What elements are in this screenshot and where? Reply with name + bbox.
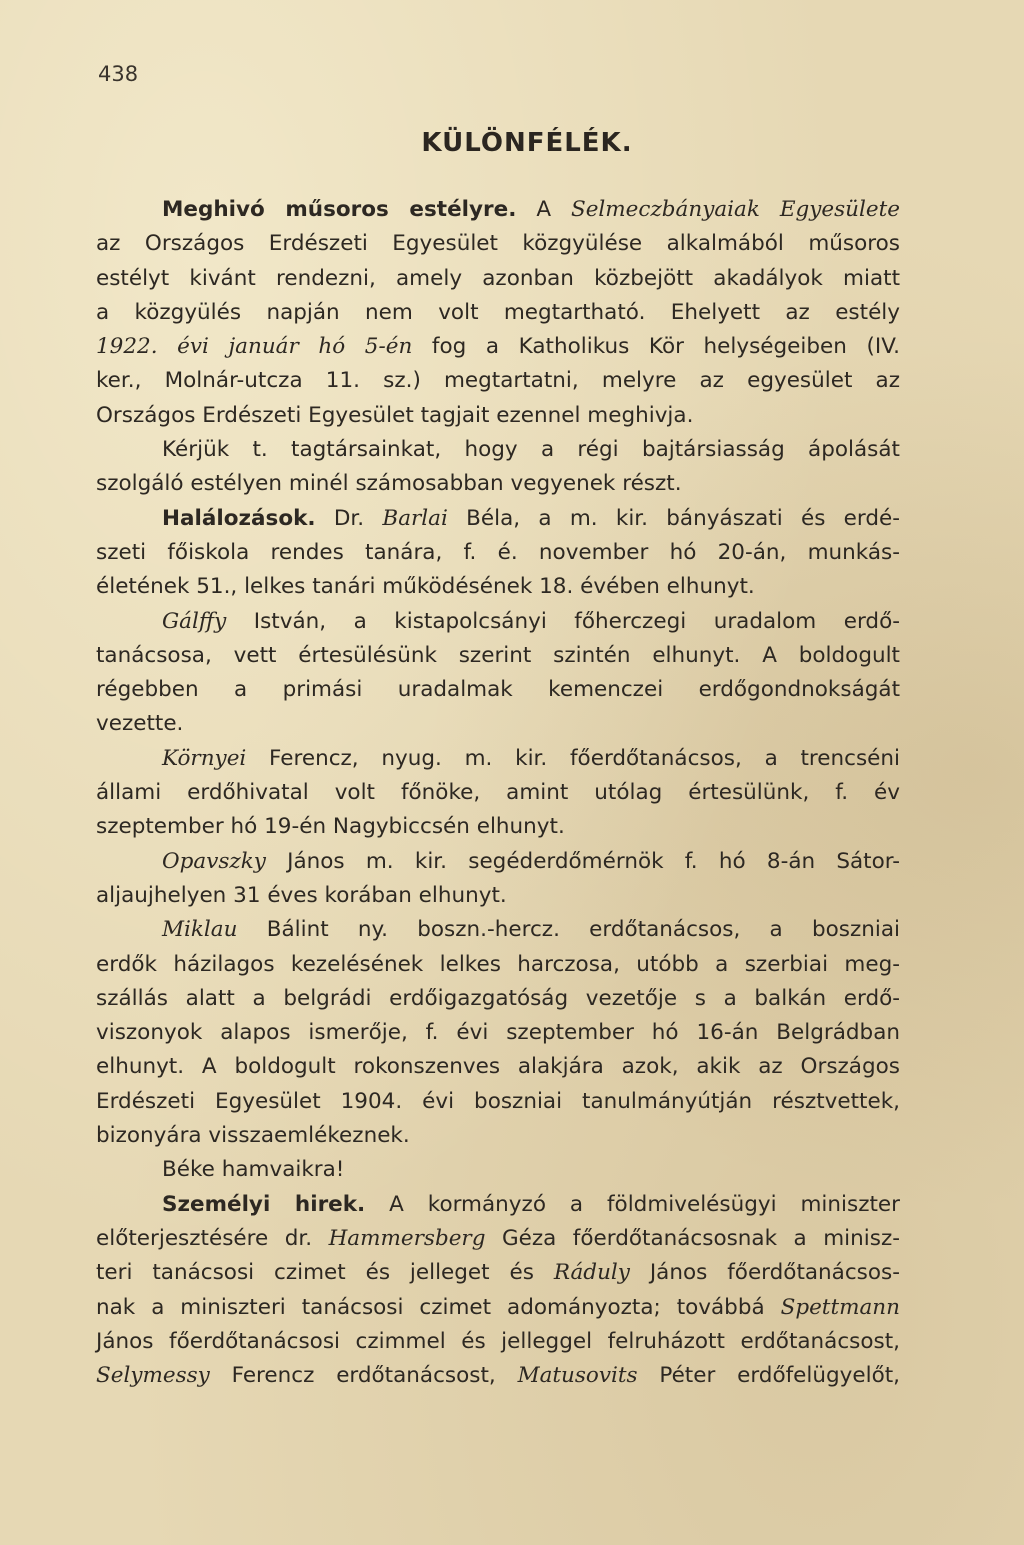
text-segment: Ferencz erdőtanácsost, xyxy=(209,1363,518,1389)
text-line xyxy=(96,639,900,673)
text-segment: Péter erdőfelügyelőt, xyxy=(637,1363,900,1389)
text-line xyxy=(96,296,900,330)
text-line xyxy=(96,399,900,433)
text-segment: A kormányzó a földmivelésügyi miniszter xyxy=(365,1191,900,1217)
text-segment: János főerdőtanácsos- xyxy=(629,1260,900,1286)
emphasized-text: Selymessy xyxy=(96,1363,210,1389)
text-segment: Géza főerdőtanácsosnak a minisz- xyxy=(485,1225,900,1251)
text-segment: István, a kistapolcsányi főherczegi uradalom erdő- xyxy=(226,608,900,634)
text-line xyxy=(96,330,900,364)
text-line xyxy=(96,1153,900,1187)
text-line xyxy=(96,742,900,776)
text-line xyxy=(96,879,900,913)
text-line xyxy=(96,262,900,296)
text-line xyxy=(96,913,900,947)
text-line xyxy=(96,605,900,639)
text-line xyxy=(96,1256,900,1290)
text-line xyxy=(96,433,900,467)
text-segment: bizonyára visszaemlékeznek. xyxy=(96,1123,410,1149)
text-line xyxy=(96,845,900,879)
text-segment: fog a Katholikus Kör helységeiben (IV. xyxy=(412,334,900,360)
emphasized-text: Selmeczbányaiak Egyesülete xyxy=(570,197,900,222)
text-segment: estélyt kivánt rendezni, amely azonban közbejött akadályok miatt xyxy=(96,265,900,291)
emphasized-text: 1922. évi január hó 5-én xyxy=(96,334,413,360)
text-segment: az Országos Erdészeti Egyesület közgyülése alkalmából műsoros xyxy=(96,231,900,257)
text-line xyxy=(96,1359,900,1393)
text-segment: Béke hamvaikra! xyxy=(162,1157,345,1183)
text-line xyxy=(96,536,900,570)
emphasized-text: Gálffy xyxy=(162,608,227,634)
text-segment: előterjesztésére dr. xyxy=(96,1225,329,1251)
text-segment: Béla, a m. kir. bányászati és erdé- xyxy=(447,505,900,531)
text-line xyxy=(96,1016,900,1050)
run-in-heading: Halálozások. xyxy=(162,505,316,531)
text-segment: aljaujhelyen 31 éves korában elhunyt. xyxy=(96,882,507,908)
emphasized-text: Opavszky xyxy=(162,848,266,874)
text-segment: teri tanácsosi czimet és jelleget és xyxy=(96,1260,554,1286)
section-title: KÜLÖNFÉLÉK. xyxy=(421,128,633,158)
text-segment: szeptember hó 19-én Nagybiccsén elhunyt. xyxy=(96,814,565,840)
emphasized-text: Ráduly xyxy=(553,1260,630,1286)
text-line xyxy=(96,1222,900,1256)
text-segment: állami erdőhivatal volt főnöke, amint utólag értesülünk, f. év xyxy=(96,780,900,806)
text-segment: régebben a primási uradalmak kemenczei erdőgondnokságát xyxy=(96,677,900,703)
text-segment: János főerdőtanácsosi czimmel és jelleggel felruházott erdőtanácsost, xyxy=(96,1328,900,1354)
text-line xyxy=(96,1325,900,1359)
text-line xyxy=(96,467,900,501)
text-line xyxy=(96,1085,900,1119)
text-column xyxy=(96,193,900,1393)
emphasized-text: Spettmann xyxy=(780,1294,900,1320)
text-line xyxy=(96,364,900,398)
text-line xyxy=(96,193,900,227)
text-line xyxy=(96,982,900,1016)
text-segment: ker., Molnár-utcza 11. sz.) megtartatni, melyre az egyesület az xyxy=(96,368,900,394)
text-segment: tanácsosa, vett értesülésünk szerint szintén elhunyt. A boldogult xyxy=(96,642,900,668)
emphasized-text: Környei xyxy=(162,745,247,771)
text-segment: János m. kir. segéderdőmérnök f. hó 8-án Sátor- xyxy=(265,848,900,874)
text-line xyxy=(96,707,900,741)
text-segment: életének 51., lelkes tanári működésének 18. évében elhunyt. xyxy=(96,574,755,600)
text-line xyxy=(96,948,900,982)
text-line xyxy=(96,1050,900,1084)
text-segment: Erdészeti Egyesület 1904. évi boszniai tanulmányútján résztvettek, xyxy=(96,1088,900,1114)
text-segment: A xyxy=(516,197,571,222)
text-segment: Bálint ny. boszn.-hercz. erdőtanácsos, a boszniai xyxy=(237,917,900,943)
text-segment: erdők házilagos kezelésének lelkes harczosa, utóbb a szerbiai meg- xyxy=(96,951,900,977)
text-line xyxy=(96,673,900,707)
text-segment: szolgáló estélyen minél számosabban vegyenek részt. xyxy=(96,471,682,497)
text-line xyxy=(96,1119,900,1153)
run-in-heading: Személyi hirek. xyxy=(162,1191,366,1217)
text-line xyxy=(96,502,900,536)
text-segment: viszonyok alapos ismerője, f. évi szeptember hó 16-án Belgrádban xyxy=(96,1020,900,1046)
run-in-heading: Meghivó műsoros estélyre. xyxy=(162,197,517,222)
emphasized-text: Miklau xyxy=(162,917,238,943)
text-segment: Országos Erdészeti Egyesület tagjait ezennel meghivja. xyxy=(96,402,694,428)
text-line xyxy=(96,810,900,844)
text-segment: Ferencz, nyug. m. kir. főerdőtanácsos, a trencséni xyxy=(246,745,900,771)
text-segment: szállás alatt a belgrádi erdőigazgatóság vezetője s a balkán erdő- xyxy=(96,985,900,1011)
text-line xyxy=(96,776,900,810)
text-segment: Kérjük t. tagtársainkat, hogy a régi bajtársiasság ápolását xyxy=(162,437,900,463)
text-segment: Dr. xyxy=(315,505,383,531)
text-segment: szeti főiskola rendes tanára, f. é. november hó 20-án, munkás- xyxy=(96,539,900,565)
text-segment: nak a miniszteri tanácsosi czimet adományozta; továbbá xyxy=(96,1294,781,1320)
text-line xyxy=(96,570,900,604)
text-line xyxy=(96,227,900,261)
page-number: 438 xyxy=(98,62,139,86)
text-segment: vezette. xyxy=(96,711,184,737)
text-segment: a közgyülés napján nem volt megtartható. Ehelyett az estély xyxy=(96,299,900,325)
emphasized-text: Barlai xyxy=(382,505,448,531)
emphasized-text: Hammersberg xyxy=(328,1225,486,1251)
text-line xyxy=(96,1291,900,1325)
text-line xyxy=(96,1188,900,1222)
text-segment: elhunyt. A boldogult rokonszenves alakjára azok, akik az Országos xyxy=(96,1054,900,1080)
emphasized-text: Matusovits xyxy=(517,1363,638,1389)
